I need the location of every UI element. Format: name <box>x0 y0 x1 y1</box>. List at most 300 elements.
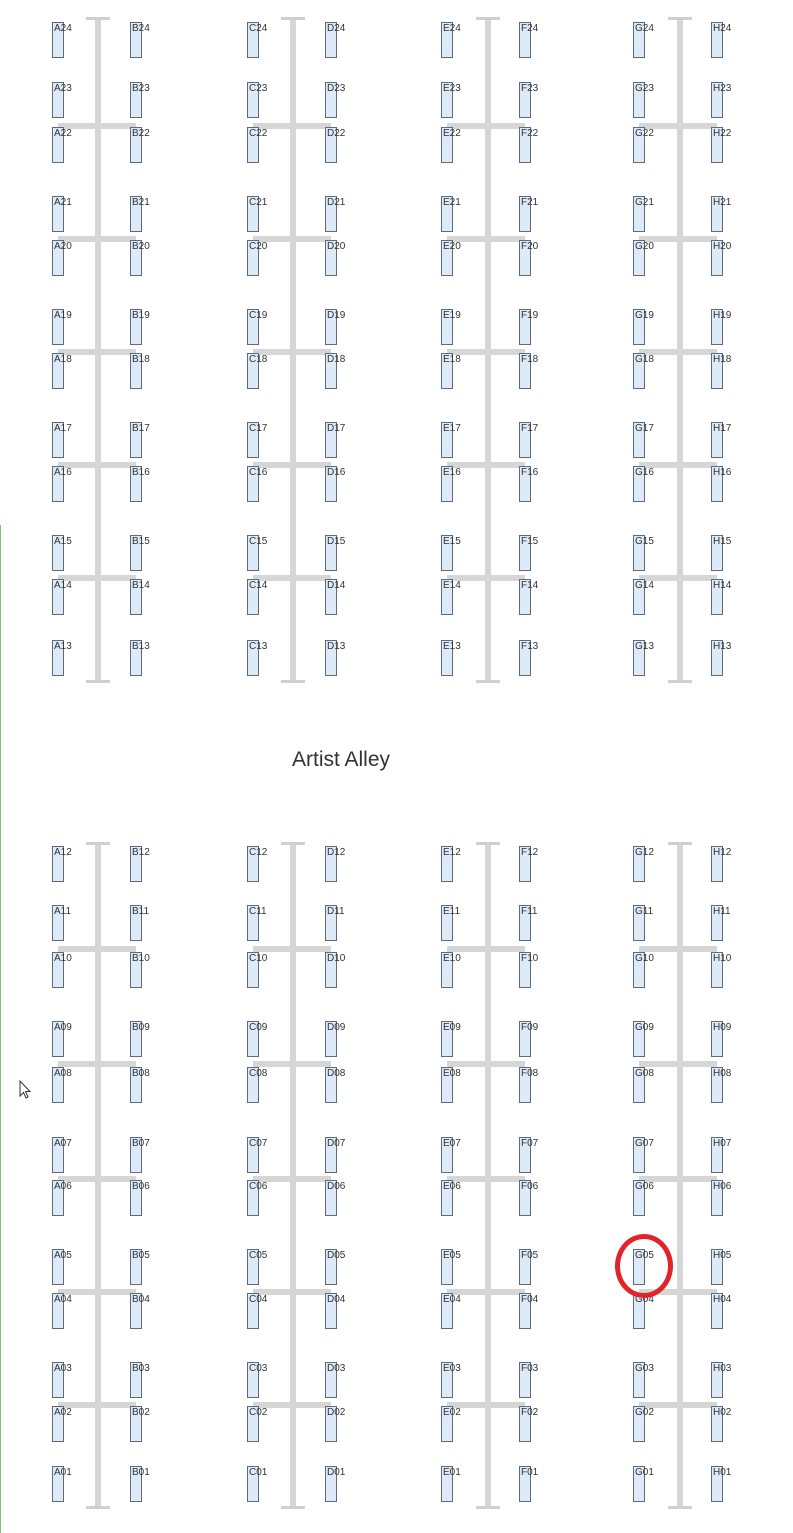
booth-label: H18 <box>713 354 732 365</box>
booth-label: D17 <box>327 423 346 434</box>
booth-label: C13 <box>249 641 268 652</box>
booth-label: F02 <box>521 1407 539 1418</box>
booth-label: E11 <box>443 906 461 917</box>
booth-label: D24 <box>327 23 346 34</box>
cross-aisle <box>639 946 717 952</box>
booth-a07[interactable] <box>52 1137 72 1173</box>
booth-a12[interactable] <box>52 846 72 882</box>
booth-e07[interactable] <box>441 1137 461 1173</box>
booth-label: C20 <box>249 241 268 252</box>
booth-label: D20 <box>327 241 346 252</box>
booth-label: H06 <box>713 1181 732 1192</box>
cross-aisle <box>447 1061 525 1067</box>
booth-label: E24 <box>443 23 461 34</box>
booth-label: F17 <box>521 423 539 434</box>
booth-label: F16 <box>521 467 539 478</box>
booth-label: G16 <box>635 467 654 478</box>
booth-a10[interactable] <box>52 952 72 988</box>
booth-label: B04 <box>132 1294 150 1305</box>
booth-d07[interactable] <box>325 1137 346 1173</box>
booth-label: B14 <box>132 580 150 591</box>
booth-h06[interactable] <box>711 1180 732 1216</box>
booth-label: A21 <box>54 197 72 208</box>
booth-label: C17 <box>249 423 268 434</box>
booth-label: G13 <box>635 641 654 652</box>
booth-label: H11 <box>713 906 731 917</box>
booth-a11[interactable] <box>52 905 72 941</box>
booth-c10[interactable] <box>247 952 268 988</box>
booth-label: E23 <box>443 83 461 94</box>
booth-b01[interactable] <box>130 1466 150 1502</box>
booth-label: A13 <box>54 641 72 652</box>
booth-label: B11 <box>132 906 150 917</box>
booth-label: E05 <box>443 1250 461 1261</box>
booth-label: H12 <box>713 847 732 858</box>
booth-label: D18 <box>327 354 346 365</box>
booth-label: A14 <box>54 580 72 591</box>
booth-f07[interactable] <box>519 1137 539 1173</box>
booth-label: E21 <box>443 197 461 208</box>
booth-label: F13 <box>521 641 539 652</box>
booth-f03[interactable] <box>519 1362 539 1398</box>
booth-a06[interactable] <box>52 1180 72 1216</box>
booth-label: D14 <box>327 580 346 591</box>
booth-label: A09 <box>54 1022 72 1033</box>
booth-label: G18 <box>635 354 654 365</box>
booth-label: H19 <box>713 310 732 321</box>
booth-label: F09 <box>521 1022 539 1033</box>
booth-label: H08 <box>713 1068 732 1079</box>
booth-label: D08 <box>327 1068 346 1079</box>
booth-e08[interactable] <box>441 1067 461 1103</box>
booth-label: E03 <box>443 1363 461 1374</box>
booth-d01[interactable] <box>325 1466 346 1502</box>
booth-label: E10 <box>443 953 461 964</box>
booth-label: E13 <box>443 641 461 652</box>
booth-label: A03 <box>54 1363 72 1374</box>
booth-g06[interactable] <box>633 1180 654 1216</box>
booth-label: A07 <box>54 1138 72 1149</box>
booth-b04[interactable] <box>130 1293 150 1329</box>
booth-label: G05 <box>635 1250 654 1261</box>
booth-label: D10 <box>327 953 346 964</box>
booth-h05[interactable] <box>711 1249 732 1285</box>
booth-label: H21 <box>713 197 732 208</box>
booth-h01[interactable] <box>711 1466 732 1502</box>
booth-label: E19 <box>443 310 461 321</box>
booth-label: D02 <box>327 1407 346 1418</box>
booth-label: C09 <box>249 1022 268 1033</box>
cross-aisle <box>447 946 525 952</box>
booth-label: H07 <box>713 1138 732 1149</box>
booth-g12[interactable] <box>633 846 654 882</box>
booth-label: H01 <box>713 1467 732 1478</box>
booth-d09[interactable] <box>325 1021 346 1057</box>
booth-label: A05 <box>54 1250 72 1261</box>
booth-label: F11 <box>521 906 538 917</box>
booth-label: C11 <box>249 906 267 917</box>
booth-label: F18 <box>521 354 539 365</box>
booth-label: C08 <box>249 1068 268 1079</box>
booth-label: C04 <box>249 1294 268 1305</box>
booth-label: D03 <box>327 1363 346 1374</box>
section-title: Artist Alley <box>292 748 391 771</box>
booth-label: B23 <box>132 83 150 94</box>
booth-label: D09 <box>327 1022 346 1033</box>
booth-c01[interactable] <box>247 1466 268 1502</box>
booth-label: C22 <box>249 128 268 139</box>
booth-e06[interactable] <box>441 1180 461 1216</box>
booth-label: D04 <box>327 1294 346 1305</box>
booth-a03[interactable] <box>52 1362 72 1398</box>
booth-label: C05 <box>249 1250 268 1261</box>
booth-c12[interactable] <box>247 846 268 882</box>
booth-label: H20 <box>713 241 732 252</box>
booth-label: G20 <box>635 241 654 252</box>
booth-g09[interactable] <box>633 1021 654 1057</box>
booth-c06[interactable] <box>247 1180 268 1216</box>
booth-label: F05 <box>521 1250 539 1261</box>
booth-f05[interactable] <box>519 1249 539 1285</box>
aisle-cap <box>86 842 110 845</box>
cross-aisle <box>58 1061 136 1067</box>
cross-aisle <box>253 1061 331 1067</box>
booth-label: E07 <box>443 1138 461 1149</box>
booth-a01[interactable] <box>52 1466 72 1502</box>
booth-h12[interactable] <box>711 846 732 882</box>
booth-label: C12 <box>249 847 268 858</box>
booth-c11[interactable] <box>247 905 267 941</box>
booth-c09[interactable] <box>247 1021 268 1057</box>
booth-label: C07 <box>249 1138 268 1149</box>
booth-label: G21 <box>635 197 654 208</box>
booth-a02[interactable] <box>52 1406 72 1442</box>
booth-label: E06 <box>443 1181 461 1192</box>
booth-e01[interactable] <box>441 1466 461 1502</box>
booth-label: E15 <box>443 536 461 547</box>
booth-label: G23 <box>635 83 654 94</box>
booth-label: E09 <box>443 1022 461 1033</box>
booth-d05[interactable] <box>325 1249 346 1285</box>
cross-aisle <box>253 946 331 952</box>
booth-label: H24 <box>713 23 732 34</box>
booth-label: A23 <box>54 83 72 94</box>
booth-label: E08 <box>443 1068 461 1079</box>
booth-g02[interactable] <box>633 1406 654 1442</box>
booth-label: H04 <box>713 1294 732 1305</box>
booth-label: A10 <box>54 953 72 964</box>
booth-label: A18 <box>54 354 72 365</box>
booth-label: D01 <box>327 1467 346 1478</box>
booth-label: G15 <box>635 536 654 547</box>
booth-label: G17 <box>635 423 654 434</box>
booth-e02[interactable] <box>441 1406 461 1442</box>
booth-label: F10 <box>521 953 539 964</box>
booth-g01[interactable] <box>633 1466 654 1502</box>
booth-label: G22 <box>635 128 654 139</box>
aisle-cap <box>668 842 692 845</box>
booth-label: H02 <box>713 1407 732 1418</box>
booth-label: F08 <box>521 1068 539 1079</box>
booth-label: B09 <box>132 1022 150 1033</box>
aisle-cap <box>281 842 305 845</box>
booth-label: A06 <box>54 1181 72 1192</box>
booth-label: A22 <box>54 128 72 139</box>
booth-b09[interactable] <box>130 1021 150 1057</box>
booth-h09[interactable] <box>711 1021 732 1057</box>
booth-label: E14 <box>443 580 461 591</box>
booth-h04[interactable] <box>711 1293 732 1329</box>
booth-e10[interactable] <box>441 952 461 988</box>
booth-label: B05 <box>132 1250 150 1261</box>
booth-label: B12 <box>132 847 150 858</box>
booth-label: B17 <box>132 423 150 434</box>
booth-label: G14 <box>635 580 654 591</box>
booth-b07[interactable] <box>130 1137 150 1173</box>
booth-label: H16 <box>713 467 732 478</box>
booth-b06[interactable] <box>130 1180 150 1216</box>
booth-label: G19 <box>635 310 654 321</box>
booth-h02[interactable] <box>711 1406 732 1442</box>
booth-label: E17 <box>443 423 461 434</box>
booth-label: A17 <box>54 423 72 434</box>
booth-label: C10 <box>249 953 268 964</box>
booth-label: A01 <box>54 1467 72 1478</box>
booth-g04[interactable] <box>633 1293 654 1329</box>
booth-label: H13 <box>713 641 732 652</box>
cross-aisle <box>58 946 136 952</box>
booth-label: D19 <box>327 310 346 321</box>
booth-e12[interactable] <box>441 846 461 882</box>
booth-b03[interactable] <box>130 1362 150 1398</box>
aisle-cap <box>476 1506 500 1509</box>
booth-label: F23 <box>521 83 539 94</box>
booth-label: G24 <box>635 23 654 34</box>
booth-label: A19 <box>54 310 72 321</box>
booth-label: G01 <box>635 1467 654 1478</box>
booth-label: C15 <box>249 536 268 547</box>
booth-label: D15 <box>327 536 346 547</box>
booth-label: F14 <box>521 580 539 591</box>
booth-label: F06 <box>521 1181 539 1192</box>
booth-label: B08 <box>132 1068 150 1079</box>
aisle-cap <box>281 1506 305 1509</box>
booth-label: F07 <box>521 1138 539 1149</box>
booth-h07[interactable] <box>711 1137 732 1173</box>
booth-e09[interactable] <box>441 1021 461 1057</box>
booth-f09[interactable] <box>519 1021 539 1057</box>
booth-label: C02 <box>249 1407 268 1418</box>
booth-label: F20 <box>521 241 539 252</box>
booth-label: C16 <box>249 467 268 478</box>
booth-label: H03 <box>713 1363 732 1374</box>
booth-d12[interactable] <box>325 846 346 882</box>
booth-g07[interactable] <box>633 1137 654 1173</box>
booth-g08[interactable] <box>633 1067 654 1103</box>
booth-label: D16 <box>327 467 346 478</box>
aisle-cap <box>86 1506 110 1509</box>
booth-label: C06 <box>249 1181 268 1192</box>
aisle-cap <box>668 1506 692 1509</box>
booth-label: B24 <box>132 23 150 34</box>
cross-aisle <box>639 1061 717 1067</box>
booth-label: B16 <box>132 467 150 478</box>
booth-h03[interactable] <box>711 1362 732 1398</box>
booth-label: F24 <box>521 23 539 34</box>
booth-label: F15 <box>521 536 539 547</box>
booth-c08[interactable] <box>247 1067 268 1103</box>
booth-label: E18 <box>443 354 461 365</box>
booth-d04[interactable] <box>325 1293 346 1329</box>
booth-d06[interactable] <box>325 1180 346 1216</box>
booth-label: G12 <box>635 847 654 858</box>
mouse-pointer-icon <box>19 1080 33 1100</box>
booth-label: B18 <box>132 354 150 365</box>
booth-c03[interactable] <box>247 1362 268 1398</box>
booth-a08[interactable] <box>52 1067 72 1103</box>
booth-label: C03 <box>249 1363 268 1374</box>
booth-b05[interactable] <box>130 1249 150 1285</box>
booth-label: B21 <box>132 197 150 208</box>
booth-c07[interactable] <box>247 1137 268 1173</box>
booth-label: F01 <box>521 1467 539 1478</box>
booth-d08[interactable] <box>325 1067 346 1103</box>
booth-label: F21 <box>521 197 539 208</box>
booth-label: B07 <box>132 1138 150 1149</box>
booth-label: G08 <box>635 1068 654 1079</box>
booth-label: E20 <box>443 241 461 252</box>
booth-label: E12 <box>443 847 461 858</box>
booth-label: D13 <box>327 641 346 652</box>
booth-label: C24 <box>249 23 268 34</box>
booth-b02[interactable] <box>130 1406 150 1442</box>
booth-label: F22 <box>521 128 539 139</box>
aisle-cap <box>476 842 500 845</box>
booth-e05[interactable] <box>441 1249 461 1285</box>
booth-label: H15 <box>713 536 732 547</box>
booth-label: G07 <box>635 1138 654 1149</box>
booth-label: F04 <box>521 1294 539 1305</box>
booth-label: C23 <box>249 83 268 94</box>
booth-label: A08 <box>54 1068 72 1079</box>
booth-label: D12 <box>327 847 346 858</box>
booth-h10[interactable] <box>711 952 732 988</box>
booth-label: D11 <box>327 906 345 917</box>
booth-label: B02 <box>132 1407 150 1418</box>
booth-label: B01 <box>132 1467 150 1478</box>
booth-label: F19 <box>521 310 539 321</box>
booth-b08[interactable] <box>130 1067 150 1103</box>
booth-f02[interactable] <box>519 1406 539 1442</box>
booth-label: B22 <box>132 128 150 139</box>
booth-f10[interactable] <box>519 952 539 988</box>
booth-label: E16 <box>443 467 461 478</box>
highlight-circle <box>615 1234 673 1298</box>
booth-label: B06 <box>132 1181 150 1192</box>
booth-h08[interactable] <box>711 1067 732 1103</box>
booth-label: G02 <box>635 1407 654 1418</box>
booth-label: G11 <box>635 906 654 917</box>
booth-label: H09 <box>713 1022 732 1033</box>
booth-label: B03 <box>132 1363 150 1374</box>
booth-label: A16 <box>54 467 72 478</box>
booth-label: G03 <box>635 1363 654 1374</box>
booth-label: G09 <box>635 1022 654 1033</box>
booth-label: E22 <box>443 128 461 139</box>
booth-label: C14 <box>249 580 268 591</box>
booth-f01[interactable] <box>519 1466 539 1502</box>
booth-label: D21 <box>327 197 346 208</box>
booth-f06[interactable] <box>519 1180 539 1216</box>
booth-label: A04 <box>54 1294 72 1305</box>
booth-h11[interactable] <box>711 905 731 941</box>
booth-b12[interactable] <box>130 846 150 882</box>
booth-label: H17 <box>713 423 732 434</box>
booth-e11[interactable] <box>441 905 461 941</box>
booth-label: E04 <box>443 1294 461 1305</box>
booth-label: A02 <box>54 1407 72 1418</box>
booth-label: B10 <box>132 953 150 964</box>
booth-label: A11 <box>54 906 72 917</box>
booth-label: B19 <box>132 310 150 321</box>
booth-c04[interactable] <box>247 1293 268 1329</box>
booth-f08[interactable] <box>519 1067 539 1103</box>
booth-g03[interactable] <box>633 1362 654 1398</box>
booth-label: A15 <box>54 536 72 547</box>
booth-b10[interactable] <box>130 952 150 988</box>
booth-label: B13 <box>132 641 150 652</box>
booth-a04[interactable] <box>52 1293 72 1329</box>
booth-e03[interactable] <box>441 1362 461 1398</box>
booth-label: B15 <box>132 536 150 547</box>
booth-a09[interactable] <box>52 1021 72 1057</box>
booth-label: F12 <box>521 847 539 858</box>
booth-label: B20 <box>132 241 150 252</box>
booth-g10[interactable] <box>633 952 654 988</box>
booth-label: F03 <box>521 1363 539 1374</box>
booth-label: G10 <box>635 953 654 964</box>
booth-e04[interactable] <box>441 1293 461 1329</box>
booth-b11[interactable] <box>130 905 150 941</box>
booth-label: E01 <box>443 1467 461 1478</box>
map-edge-line <box>0 525 1 1533</box>
booth-label: C19 <box>249 310 268 321</box>
booth-d02[interactable] <box>325 1406 346 1442</box>
booth-label: D06 <box>327 1181 346 1192</box>
booth-label: G06 <box>635 1181 654 1192</box>
booth-label: C21 <box>249 197 268 208</box>
booth-a05[interactable] <box>52 1249 72 1285</box>
booth-f11[interactable] <box>519 905 538 941</box>
booth-label: A24 <box>54 23 72 34</box>
booth-d03[interactable] <box>325 1362 346 1398</box>
booth-label: H23 <box>713 83 732 94</box>
booth-g11[interactable] <box>633 905 654 941</box>
booth-label: D23 <box>327 83 346 94</box>
booth-f12[interactable] <box>519 846 539 882</box>
booth-label: D22 <box>327 128 346 139</box>
booth-c02[interactable] <box>247 1406 268 1442</box>
booth-c05[interactable] <box>247 1249 268 1285</box>
booth-f04[interactable] <box>519 1293 539 1329</box>
booth-label: H14 <box>713 580 732 591</box>
booth-label: G04 <box>635 1294 654 1305</box>
booth-d11[interactable] <box>325 905 345 941</box>
booth-label: D05 <box>327 1250 346 1261</box>
booth-label: H05 <box>713 1250 732 1261</box>
booth-label: H22 <box>713 128 732 139</box>
booth-d10[interactable] <box>325 952 346 988</box>
